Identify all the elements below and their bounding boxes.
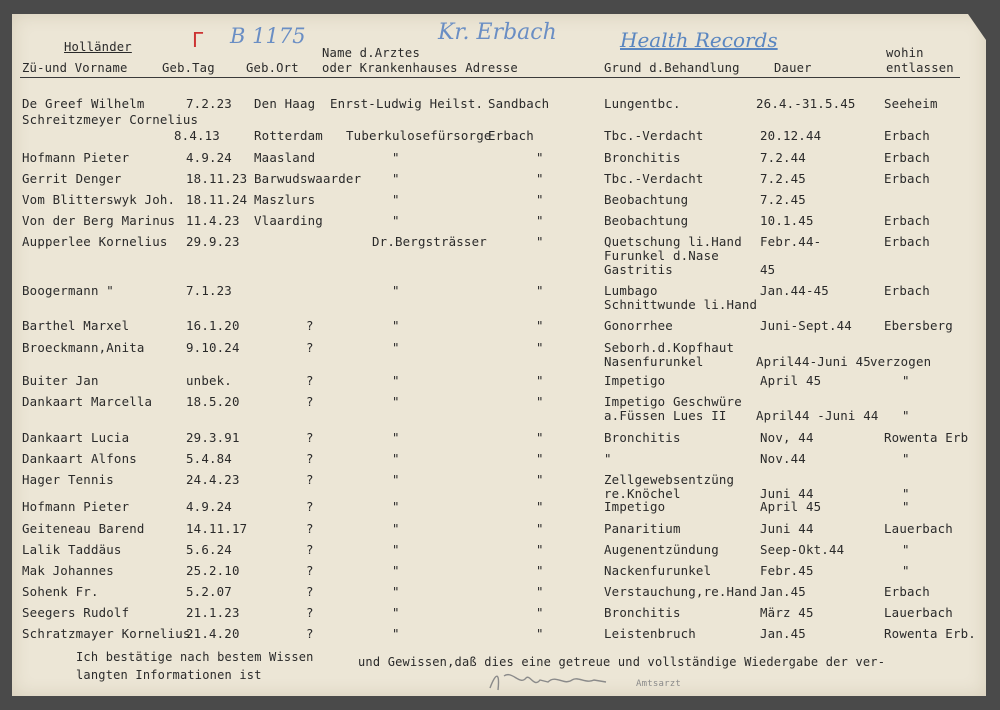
cell-date: 16.1.20 <box>186 318 240 333</box>
cell-doctor: " <box>392 584 400 599</box>
cell-doctor: " <box>392 499 400 514</box>
cell-duration: Juni 44 <box>760 521 814 536</box>
cell-date: 29.9.23 <box>186 234 240 249</box>
cell-reason: Nackenfurunkel <box>604 563 712 578</box>
cell-date: 4.9.24 <box>186 499 232 514</box>
footer-line-2: langten Informationen ist <box>76 668 262 682</box>
nationality-heading: Holländer <box>64 40 132 54</box>
cell-addr: " <box>536 213 544 228</box>
cell-duration: 26.4.-31.5.45 <box>756 96 856 111</box>
cell-doctor: Enrst-Ludwig Heilst. <box>330 96 484 111</box>
cell-name: Buiter Jan <box>22 373 99 388</box>
cell-doctor: " <box>392 394 400 409</box>
cell-name: Aupperlee Kornelius <box>22 234 168 249</box>
cell-reason: Impetigo Geschwüre <box>604 394 742 409</box>
cell-dest: Erbach <box>884 128 930 143</box>
cell-reason: Bronchitis <box>604 605 681 620</box>
cell-duration: Seep-Okt.44 <box>760 542 845 557</box>
cell-date: 5.2.07 <box>186 584 232 599</box>
cell-addr: " <box>536 171 544 186</box>
cell-reason2: Nasenfurunkel <box>604 354 704 369</box>
cell-reason: Bronchitis <box>604 430 681 445</box>
cell-dest: Erbach <box>884 584 930 599</box>
cell-date: 7.2.23 <box>186 96 232 111</box>
col-header-destination-line1: wohin <box>886 46 924 60</box>
cell-place: ? <box>306 318 314 333</box>
cell-place: ? <box>306 451 314 466</box>
cell-date: 18.11.24 <box>186 192 248 207</box>
cell-place: ? <box>306 430 314 445</box>
cell-doctor: " <box>392 283 400 298</box>
cell-addr: " <box>536 340 544 355</box>
cell-dest: Lauerbach <box>884 605 953 620</box>
col-header-destination-line2: entlassen <box>886 61 954 75</box>
cell-name: Dankaart Marcella <box>22 394 153 409</box>
cell-doctor: " <box>392 318 400 333</box>
cell-duration: 7.2.45 <box>760 192 806 207</box>
cell-duration: 7.2.44 <box>760 150 806 165</box>
col-header-doctor-line1: Name d.Arztes <box>322 46 420 60</box>
cell-dest: Rowenta Erb. <box>884 626 976 641</box>
cell-date: 7.1.23 <box>186 283 232 298</box>
cell-dest: " <box>902 451 910 466</box>
col-header-doctor-line2: oder Krankenhauses Adresse <box>322 61 518 75</box>
cell-name: Hofmann Pieter <box>22 150 130 165</box>
cell-date: 5.4.84 <box>186 451 232 466</box>
cell-reason2: a.Füssen Lues II <box>604 408 727 423</box>
cell-date: 11.4.23 <box>186 213 240 228</box>
cell-duration: April 45 <box>760 373 822 388</box>
cell-name: Dankaart Lucia <box>22 430 130 445</box>
cell-addr: " <box>536 542 544 557</box>
cell-dest: " <box>902 486 910 501</box>
cell-duration: 20.12.44 <box>760 128 822 143</box>
cell-place: ? <box>306 472 314 487</box>
cell-duration: 7.2.45 <box>760 171 806 186</box>
cell-name: Barthel Marxel <box>22 318 130 333</box>
cell-name: Von der Berg Marinus <box>22 213 176 228</box>
cell-name: Geiteneau Barend <box>22 521 145 536</box>
cell-doctor: " <box>392 340 400 355</box>
cell-addr: " <box>536 430 544 445</box>
cell-name: Schreitzmeyer Cornelius <box>22 112 199 127</box>
handwritten-code: B 1175 <box>230 24 306 48</box>
cell-duration: Jan.45 <box>760 626 806 641</box>
handwritten-place: Kr. Erbach <box>438 20 557 45</box>
cell-addr: " <box>536 283 544 298</box>
cell-dest: Lauerbach <box>884 521 953 536</box>
cell-addr: " <box>536 234 544 249</box>
official-stamp-text: Amtsarzt <box>636 679 681 689</box>
cell-place: ? <box>306 373 314 388</box>
cell-reason2: re.Knöchel <box>604 486 681 501</box>
col-header-birthdate: Geb.Tag <box>162 61 215 75</box>
cell-date: 18.11.23 <box>186 171 248 186</box>
cell-name: Gerrit Denger <box>22 171 122 186</box>
cell-duration: Juni 44 <box>760 486 814 501</box>
cell-dest: Erbach <box>884 283 930 298</box>
cell-addr: " <box>536 584 544 599</box>
cell-name: Sohenk Fr. <box>22 584 99 599</box>
cell-dest: verzogen <box>870 354 932 369</box>
cell-name: Broeckmann,Anita <box>22 340 145 355</box>
cell-place: Barwudswaarder <box>254 171 362 186</box>
cell-reason: " <box>604 451 612 466</box>
cell-addr: " <box>536 318 544 333</box>
cell-addr: " <box>536 472 544 487</box>
cell-name: Vom Blitterswyk Joh. <box>22 192 176 207</box>
cell-date: 24.4.23 <box>186 472 240 487</box>
cell-dest: Rowenta Erb <box>884 430 969 445</box>
cell-duration: Febr.45 <box>760 563 814 578</box>
cell-reason: Lungentbc. <box>604 96 681 111</box>
cell-duration: Jan.45 <box>760 584 806 599</box>
footer-line-1b: und Gewissen,daß dies eine getreue und vollständige Wiedergabe der ver- <box>358 655 886 669</box>
cell-place: ? <box>306 626 314 641</box>
cell-duration: März 45 <box>760 605 814 620</box>
cell-place: ? <box>306 499 314 514</box>
cell-reason2: Schnittwunde li.Hand <box>604 297 758 312</box>
cell-duration: Jan.44-45 <box>760 283 829 298</box>
cell-doctor: " <box>392 150 400 165</box>
signature <box>486 668 642 694</box>
cell-place: Rotterdam <box>254 128 323 143</box>
cell-place: Vlaarding <box>254 213 323 228</box>
cell-place: ? <box>306 542 314 557</box>
cell-dest: Erbach <box>884 213 930 228</box>
cell-addr: " <box>536 192 544 207</box>
cell-dest: " <box>902 542 910 557</box>
cell-place: ? <box>306 340 314 355</box>
cell-date: 21.1.23 <box>186 605 240 620</box>
cell-doctor: " <box>392 521 400 536</box>
cell-reason: Bronchitis <box>604 150 681 165</box>
cell-doctor: " <box>392 213 400 228</box>
cell-dest: Ebersberg <box>884 318 953 333</box>
cell-reason: Verstauchung,re.Hand <box>604 584 758 599</box>
cell-name: Lalik Taddäus <box>22 542 122 557</box>
cell-dest: " <box>902 563 910 578</box>
cell-addr: " <box>536 563 544 578</box>
cell-name: Schratzmayer Kornelius <box>22 626 191 641</box>
cell-duration: Febr.44- <box>760 234 822 249</box>
cell-date: 4.9.24 <box>186 150 232 165</box>
header-rule <box>20 77 960 78</box>
cell-addr: " <box>536 605 544 620</box>
cell-name: Seegers Rudolf <box>22 605 130 620</box>
cell-duration: 10.1.45 <box>760 213 814 228</box>
torn-corner <box>968 14 986 40</box>
cell-doctor: " <box>392 451 400 466</box>
cell-dest: Erbach <box>884 234 930 249</box>
cell-reason: Impetigo <box>604 373 666 388</box>
cell-date: unbek. <box>186 373 232 388</box>
cell-dest: Erbach <box>884 171 930 186</box>
cell-name: Mak Johannes <box>22 563 114 578</box>
cell-addr: " <box>536 451 544 466</box>
cell-reason: Panaritium <box>604 521 681 536</box>
cell-addr: Erbach <box>488 128 534 143</box>
cell-place: ? <box>306 394 314 409</box>
cell-doctor: " <box>392 430 400 445</box>
cell-reason: Lumbago <box>604 283 658 298</box>
cell-date: 14.11.17 <box>186 521 248 536</box>
cell-doctor: " <box>392 373 400 388</box>
cell-reason: Gonorrhee <box>604 318 673 333</box>
col-header-birthplace: Geb.Ort <box>246 61 299 75</box>
cell-addr: " <box>536 373 544 388</box>
cell-doctor: Tuberkulosefürsorge <box>346 128 492 143</box>
cell-reason: Beobachtung <box>604 213 689 228</box>
cell-doctor: " <box>392 605 400 620</box>
cell-addr: " <box>536 499 544 514</box>
cell-date: 18.5.20 <box>186 394 240 409</box>
cell-addr: " <box>536 626 544 641</box>
cell-duration: April 45 <box>760 499 822 514</box>
cell-reason: Impetigo <box>604 499 666 514</box>
cell-date: 8.4.13 <box>174 128 220 143</box>
cell-doctor: " <box>392 192 400 207</box>
col-header-duration: Dauer <box>774 61 812 75</box>
cell-addr: " <box>536 150 544 165</box>
cell-reason3: Gastritis <box>604 262 673 277</box>
cell-duration: Nov.44 <box>760 451 806 466</box>
cell-reason: Tbc.-Verdacht <box>604 171 704 186</box>
cell-place: Maszlurs <box>254 192 316 207</box>
cell-doctor: " <box>392 626 400 641</box>
cell-date: 25.2.10 <box>186 563 240 578</box>
cell-place: ? <box>306 563 314 578</box>
cell-duration2: 45 <box>760 262 776 277</box>
cell-reason: Seborh.d.Kopfhaut <box>604 340 735 355</box>
cell-dest: " <box>902 373 910 388</box>
cell-date: 21.4.20 <box>186 626 240 641</box>
cell-reason: Tbc.-Verdacht <box>604 128 704 143</box>
cell-date: 5.6.24 <box>186 542 232 557</box>
cell-place: Den Haag <box>254 96 316 111</box>
cell-addr: Sandbach <box>488 96 550 111</box>
footer-line-1a: Ich bestätige nach bestem Wissen <box>76 650 314 664</box>
cell-place: ? <box>306 521 314 536</box>
cell-duration: Juni-Sept.44 <box>760 318 852 333</box>
cell-reason: Augenentzündung <box>604 542 719 557</box>
col-header-reason: Grund d.Behandlung <box>604 61 740 75</box>
handwritten-records-title: Health Records <box>620 28 778 52</box>
cell-dest: Erbach <box>884 150 930 165</box>
cell-duration: April44-Juni 45 <box>756 354 871 369</box>
cell-doctor: Dr.Bergsträsser <box>372 234 487 249</box>
cell-reason: Zellgewebsentzüng <box>604 472 735 487</box>
col-header-name: Zü-und Vorname <box>22 61 128 75</box>
cell-name: De Greef Wilhelm <box>22 96 145 111</box>
cell-date: 29.3.91 <box>186 430 240 445</box>
cell-dest: Seeheim <box>884 96 938 111</box>
cell-place: ? <box>306 584 314 599</box>
cell-duration: April44 -Juni 44 <box>756 408 879 423</box>
cell-reason: Leistenbruch <box>604 626 696 641</box>
cell-doctor: " <box>392 542 400 557</box>
cell-reason: Beobachtung <box>604 192 689 207</box>
handwritten-red-mark: Γ <box>192 28 204 52</box>
cell-dest: " <box>902 408 910 423</box>
cell-addr: " <box>536 394 544 409</box>
cell-name: Hofmann Pieter <box>22 499 130 514</box>
cell-place: ? <box>306 605 314 620</box>
cell-reason2: Furunkel d.Nase <box>604 248 719 263</box>
cell-doctor: " <box>392 563 400 578</box>
cell-place: Maasland <box>254 150 316 165</box>
cell-addr: " <box>536 521 544 536</box>
cell-duration: Nov, 44 <box>760 430 814 445</box>
cell-dest: " <box>902 499 910 514</box>
cell-name: Dankaart Alfons <box>22 451 137 466</box>
cell-doctor: " <box>392 171 400 186</box>
cell-doctor: " <box>392 472 400 487</box>
cell-reason: Quetschung li.Hand <box>604 234 742 249</box>
cell-name: Hager Tennis <box>22 472 114 487</box>
cell-name: Boogermann " <box>22 283 114 298</box>
cell-date: 9.10.24 <box>186 340 240 355</box>
